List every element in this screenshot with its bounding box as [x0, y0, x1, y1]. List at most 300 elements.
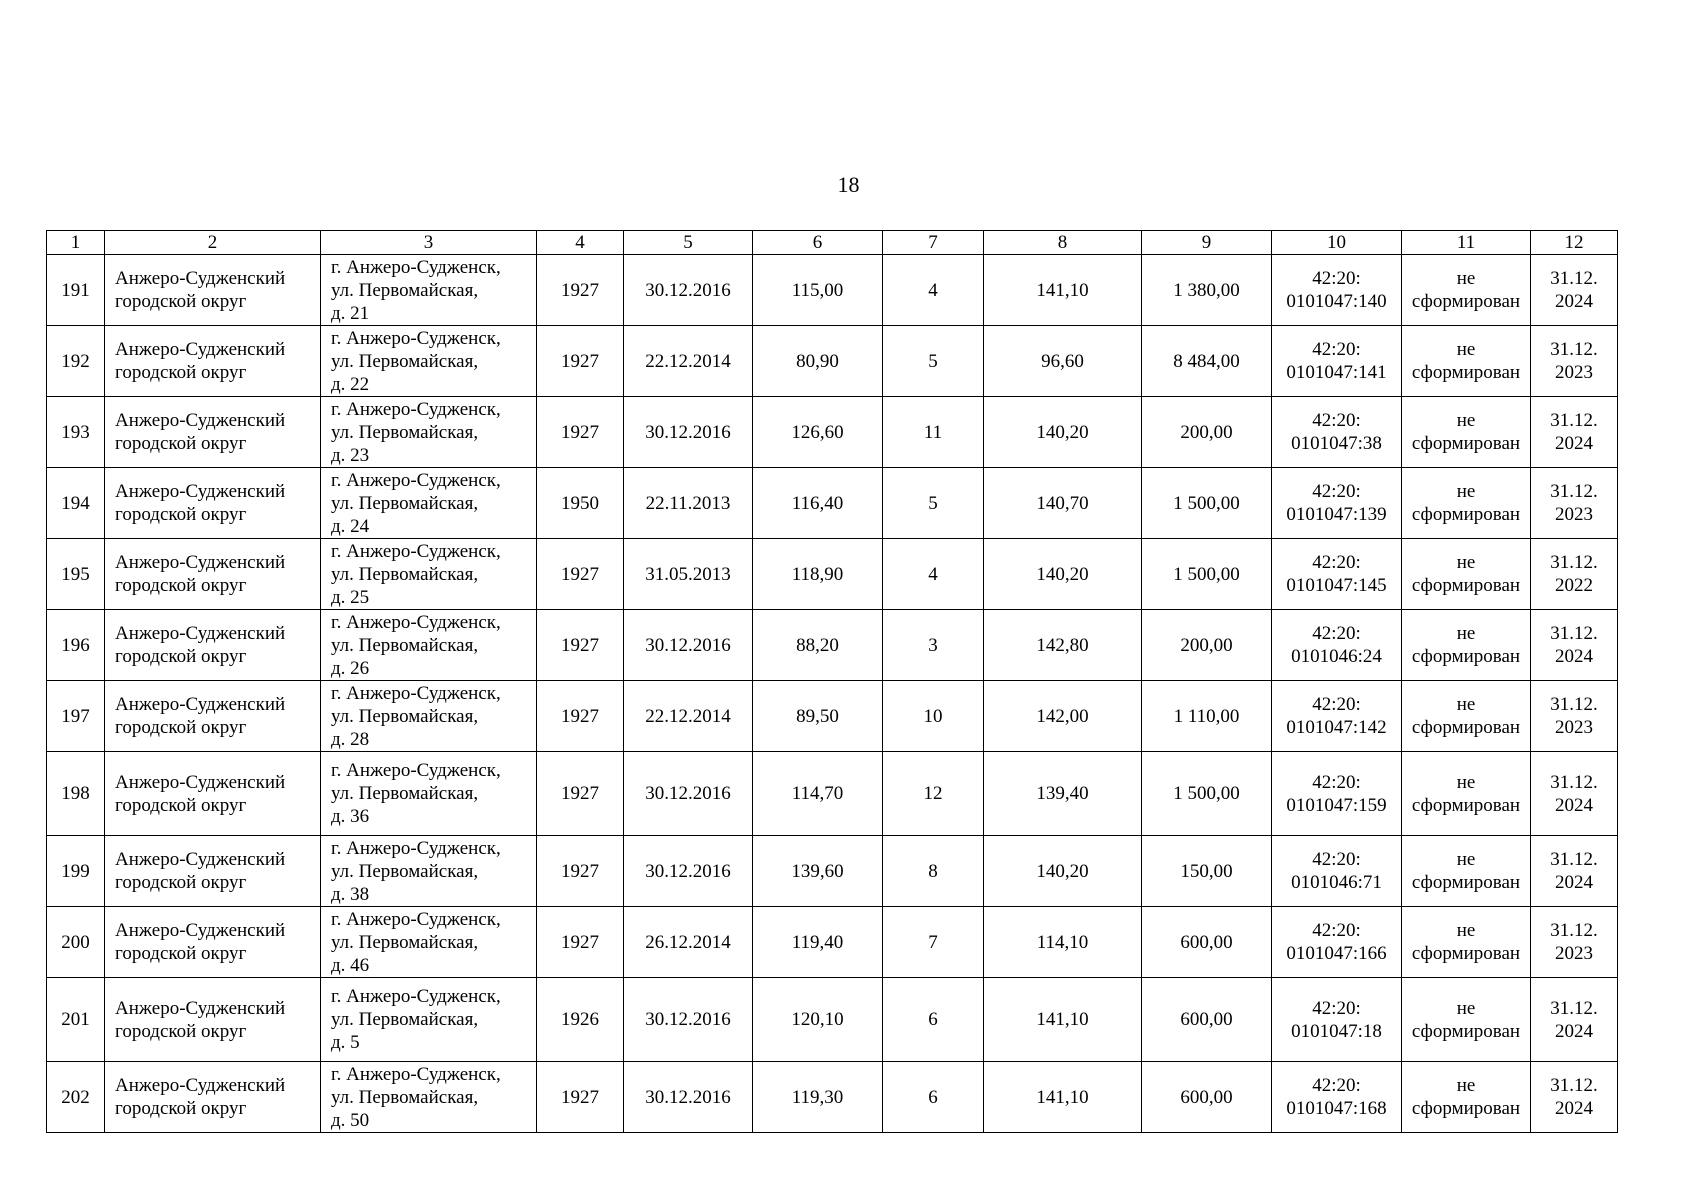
land-status-line: не	[1456, 849, 1476, 870]
column-9-value: 600,00	[1180, 931, 1233, 953]
count-value: 10	[923, 705, 943, 727]
deadline-cell	[1531, 681, 1618, 752]
land-status-cell	[1402, 397, 1531, 468]
column-9-value: 1 500,00	[1173, 563, 1240, 585]
land-status-cell	[1402, 836, 1531, 907]
column-header: 6	[753, 231, 883, 255]
column-9-cell	[1142, 1062, 1272, 1133]
land-status-cell	[1402, 468, 1531, 539]
row-number: 202	[61, 1086, 90, 1108]
column-9-cell	[1142, 610, 1272, 681]
column-8-cell	[984, 539, 1142, 610]
column-8-cell	[984, 836, 1142, 907]
municipality-cell	[105, 1062, 321, 1133]
cadastral-number-cell	[1272, 907, 1402, 978]
column-header: 12	[1531, 231, 1618, 255]
address-line: г. Анжеро-Судженск,	[331, 1063, 501, 1085]
date-value: 22.11.2013	[645, 492, 731, 514]
cadastral-number-line: 42:20:	[1312, 268, 1361, 289]
row-number-cell	[47, 255, 105, 326]
area-cell	[753, 255, 883, 326]
count-cell	[883, 681, 984, 752]
count-value: 8	[928, 860, 938, 882]
land-status-line: не	[1456, 268, 1476, 289]
municipality-line: Анжеро-Судженский	[115, 920, 286, 941]
address-cell	[321, 1062, 537, 1133]
count-value: 5	[928, 350, 938, 372]
land-status-line: сформирован	[1411, 291, 1521, 312]
column-8-value: 141,10	[1036, 1009, 1089, 1030]
land-status-cell	[1402, 610, 1531, 681]
date-cell	[624, 907, 753, 978]
table-row	[47, 978, 1618, 1062]
land-status-line: сформирован	[1411, 1020, 1521, 1042]
row-number-cell	[47, 468, 105, 539]
column-8-value: 142,80	[1036, 634, 1089, 656]
cadastral-number-cell	[1272, 539, 1402, 610]
column-9-value: 150,00	[1180, 860, 1233, 882]
column-9-value: 1 110,00	[1173, 705, 1240, 727]
row-number-cell	[47, 681, 105, 752]
column-8-cell	[984, 978, 1142, 1062]
table-row	[47, 468, 1618, 539]
land-status-line: не	[1456, 623, 1476, 644]
date-cell	[624, 255, 753, 326]
column-8-cell	[984, 326, 1142, 397]
land-status-cell	[1402, 1062, 1531, 1133]
cadastral-number-line: 0101046:71	[1291, 872, 1382, 893]
address-line: г. Анжеро-Судженск,	[331, 256, 501, 278]
cadastral-number-cell	[1272, 1062, 1402, 1133]
municipality-line: Анжеро-Судженский	[115, 1075, 286, 1096]
municipality-cell	[105, 610, 321, 681]
municipality-line: городской округ	[115, 872, 247, 893]
deadline-line: 31.12.	[1550, 552, 1598, 573]
municipality-line: городской округ	[115, 362, 247, 383]
address-line: г. Анжеро-Судженск,	[331, 760, 501, 781]
municipality-line: Анжеро-Судженский	[115, 410, 286, 431]
deadline-line: 2023	[1555, 362, 1593, 383]
column-9-value: 8 484,00	[1173, 350, 1240, 372]
date-value: 26.12.2014	[645, 931, 731, 953]
address-cell	[321, 610, 537, 681]
count-value: 6	[928, 1086, 938, 1108]
column-8-value: 140,20	[1036, 421, 1089, 443]
cadastral-number-line: 42:20:	[1312, 694, 1361, 715]
count-cell	[883, 836, 984, 907]
address-cell	[321, 539, 537, 610]
cadastral-number-line: 0101046:24	[1291, 646, 1382, 667]
deadline-cell	[1531, 539, 1618, 610]
deadline-cell	[1531, 255, 1618, 326]
row-number: 200	[61, 931, 90, 953]
municipality-cell	[105, 468, 321, 539]
land-status-cell	[1402, 326, 1531, 397]
year-value: 1926	[561, 1009, 599, 1030]
column-header: 9	[1142, 231, 1272, 255]
column-number-row	[47, 231, 1618, 255]
address-line: г. Анжеро-Судженск,	[331, 540, 501, 562]
table-row	[47, 907, 1618, 978]
date-value: 30.12.2016	[645, 1086, 731, 1108]
count-cell	[883, 907, 984, 978]
address-line: д. 25	[331, 586, 370, 608]
column-8-cell	[984, 397, 1142, 468]
year-value: 1927	[561, 1086, 599, 1108]
column-8-cell	[984, 1062, 1142, 1133]
deadline-line: 31.12.	[1550, 339, 1598, 360]
address-line: ул. Первомайская,	[331, 421, 479, 443]
column-8-cell	[984, 907, 1142, 978]
date-cell	[624, 539, 753, 610]
address-cell	[321, 752, 537, 836]
area-value: 119,30	[791, 1086, 844, 1108]
municipality-line: Анжеро-Судженский	[115, 849, 286, 870]
column-header: 3	[321, 231, 537, 255]
municipality-cell	[105, 836, 321, 907]
area-cell	[753, 978, 883, 1062]
row-number: 193	[61, 421, 90, 443]
year-cell	[537, 326, 624, 397]
cadastral-number-line: 0101047:166	[1286, 943, 1387, 964]
date-cell	[624, 681, 753, 752]
municipality-cell	[105, 397, 321, 468]
count-cell	[883, 610, 984, 681]
date-value: 30.12.2016	[645, 279, 731, 301]
address-cell	[321, 468, 537, 539]
cadastral-number-line: 0101047:38	[1291, 433, 1382, 454]
column-header: 2	[105, 231, 321, 255]
date-value: 31.05.2013	[645, 563, 731, 585]
address-line: ул. Первомайская,	[331, 279, 479, 301]
address-line: д. 28	[331, 728, 370, 750]
page-number: 18	[837, 172, 860, 197]
count-value: 3	[928, 634, 938, 656]
column-8-value: 140,70	[1036, 492, 1089, 514]
municipality-line: Анжеро-Судженский	[115, 694, 286, 715]
municipality-line: Анжеро-Судженский	[115, 481, 286, 502]
column-header: 8	[984, 231, 1142, 255]
deadline-line: 2023	[1555, 943, 1593, 964]
area-value: 80,90	[796, 350, 839, 372]
cadastral-number-cell	[1272, 397, 1402, 468]
column-header: 10	[1272, 231, 1402, 255]
year-cell	[537, 978, 624, 1062]
year-value: 1927	[561, 421, 599, 443]
cadastral-number-cell	[1272, 836, 1402, 907]
year-value: 1927	[561, 563, 599, 585]
date-value: 30.12.2016	[645, 860, 731, 882]
year-value: 1927	[561, 705, 599, 727]
year-cell	[537, 539, 624, 610]
address-line: д. 26	[331, 657, 370, 679]
deadline-line: 2024	[1555, 433, 1593, 454]
date-value: 30.12.2016	[645, 783, 731, 804]
row-number: 194	[61, 492, 90, 514]
cadastral-number-cell	[1272, 326, 1402, 397]
municipality-cell	[105, 978, 321, 1062]
deadline-line: 31.12.	[1550, 481, 1598, 502]
deadline-cell	[1531, 610, 1618, 681]
deadline-line: 2024	[1555, 1020, 1593, 1042]
year-cell	[537, 468, 624, 539]
address-line: д. 21	[331, 302, 370, 324]
area-cell	[753, 752, 883, 836]
column-9-value: 1 500,00	[1173, 492, 1240, 514]
cadastral-number-line: 0101047:140	[1286, 291, 1387, 312]
address-line: ул. Первомайская,	[331, 563, 479, 585]
column-9-cell	[1142, 978, 1272, 1062]
land-status-line: сформирован	[1411, 794, 1521, 816]
address-line: ул. Первомайская,	[331, 634, 479, 656]
year-cell	[537, 610, 624, 681]
deadline-cell	[1531, 907, 1618, 978]
year-cell	[537, 681, 624, 752]
address-line: д. 50	[331, 1109, 370, 1131]
cadastral-number-line: 42:20:	[1312, 481, 1361, 502]
cadastral-number-line: 42:20:	[1312, 849, 1361, 870]
table-row	[47, 255, 1618, 326]
deadline-cell	[1531, 752, 1618, 836]
deadline-line: 31.12.	[1550, 771, 1598, 793]
row-number: 198	[61, 783, 90, 804]
deadline-line: 31.12.	[1550, 997, 1598, 1019]
municipality-line: городской округ	[115, 943, 247, 964]
deadline-line: 2024	[1555, 646, 1593, 667]
date-value: 30.12.2016	[645, 421, 731, 443]
deadline-line: 31.12.	[1550, 1075, 1598, 1096]
row-number-cell	[47, 326, 105, 397]
deadline-line: 2023	[1555, 717, 1593, 738]
column-9-cell	[1142, 907, 1272, 978]
address-line: ул. Первомайская,	[331, 1086, 479, 1108]
land-status-line: сформирован	[1411, 646, 1521, 667]
land-status-line: сформирован	[1411, 943, 1521, 964]
address-cell	[321, 255, 537, 326]
count-value: 4	[928, 279, 938, 301]
address-line: г. Анжеро-Судженск,	[331, 398, 501, 420]
count-cell	[883, 1062, 984, 1133]
count-cell	[883, 255, 984, 326]
deadline-line: 31.12.	[1550, 623, 1598, 644]
area-cell	[753, 326, 883, 397]
date-value: 30.12.2016	[645, 1009, 731, 1030]
cadastral-number-line: 42:20:	[1312, 339, 1361, 360]
municipality-line: Анжеро-Судженский	[115, 997, 286, 1019]
cadastral-number-cell	[1272, 468, 1402, 539]
cadastral-number-line: 0101047:159	[1286, 794, 1387, 816]
date-cell	[624, 978, 753, 1062]
municipality-line: Анжеро-Судженский	[115, 771, 286, 793]
row-number: 201	[61, 1009, 90, 1030]
land-status-line: сформирован	[1411, 1098, 1521, 1119]
count-value: 12	[923, 783, 943, 804]
count-cell	[883, 752, 984, 836]
year-value: 1927	[561, 279, 599, 301]
area-cell	[753, 681, 883, 752]
date-cell	[624, 397, 753, 468]
cadastral-number-line: 0101047:145	[1286, 575, 1387, 596]
land-status-line: не	[1456, 920, 1476, 941]
count-value: 11	[923, 421, 943, 443]
land-status-line: не	[1456, 771, 1476, 793]
column-header: 7	[883, 231, 984, 255]
count-cell	[883, 539, 984, 610]
deadline-line: 2024	[1555, 291, 1593, 312]
address-line: ул. Первомайская,	[331, 350, 479, 372]
deadline-cell	[1531, 468, 1618, 539]
municipality-line: Анжеро-Судженский	[115, 623, 286, 644]
count-value: 7	[928, 931, 938, 953]
deadline-line: 31.12.	[1550, 410, 1598, 431]
land-status-cell	[1402, 752, 1531, 836]
year-value: 1950	[561, 492, 599, 514]
year-value: 1927	[561, 860, 599, 882]
date-cell	[624, 752, 753, 836]
land-status-line: сформирован	[1411, 362, 1521, 383]
area-value: 89,50	[796, 705, 839, 727]
municipality-line: Анжеро-Судженский	[115, 268, 286, 289]
cadastral-number-cell	[1272, 978, 1402, 1062]
year-cell	[537, 836, 624, 907]
cadastral-number-line: 42:20:	[1312, 920, 1361, 941]
cadastral-number-line: 42:20:	[1312, 1075, 1361, 1096]
deadline-cell	[1531, 836, 1618, 907]
deadline-cell	[1531, 397, 1618, 468]
column-8-value: 142,00	[1036, 705, 1089, 727]
address-line: г. Анжеро-Судженск,	[331, 611, 501, 633]
municipality-line: Анжеро-Судженский	[115, 339, 286, 360]
land-status-cell	[1402, 907, 1531, 978]
land-status-line: не	[1456, 339, 1476, 360]
date-value: 22.12.2014	[645, 705, 731, 727]
land-status-line: сформирован	[1411, 872, 1521, 893]
address-line: ул. Первомайская,	[331, 1009, 479, 1030]
column-8-value: 96,60	[1041, 350, 1084, 372]
cadastral-number-line: 0101047:141	[1286, 362, 1387, 383]
column-8-value: 141,10	[1036, 279, 1089, 301]
date-cell	[624, 836, 753, 907]
year-cell	[537, 1062, 624, 1133]
column-8-cell	[984, 468, 1142, 539]
address-line: ул. Первомайская,	[331, 492, 479, 514]
address-line: г. Анжеро-Судженск,	[331, 986, 501, 1007]
column-8-cell	[984, 752, 1142, 836]
deadline-line: 2024	[1555, 1098, 1593, 1119]
date-cell	[624, 1062, 753, 1133]
year-cell	[537, 907, 624, 978]
cadastral-number-line: 0101047:18	[1291, 1020, 1382, 1042]
area-cell	[753, 397, 883, 468]
land-status-line: сформирован	[1411, 717, 1521, 738]
area-value: 118,90	[791, 563, 844, 585]
table-row	[47, 397, 1618, 468]
table-row	[47, 610, 1618, 681]
municipality-line: городской округ	[115, 794, 247, 816]
column-8-cell	[984, 255, 1142, 326]
area-value: 126,60	[791, 421, 844, 443]
area-value: 114,70	[791, 783, 844, 804]
column-header: 11	[1402, 231, 1531, 255]
land-status-line: не	[1456, 552, 1476, 573]
count-cell	[883, 978, 984, 1062]
cadastral-number-line: 42:20:	[1312, 771, 1361, 793]
column-8-cell	[984, 610, 1142, 681]
column-9-cell	[1142, 836, 1272, 907]
deadline-line: 31.12.	[1550, 920, 1598, 941]
housing-registry-table	[46, 230, 1618, 1133]
area-value: 116,40	[791, 492, 844, 514]
column-8-value: 114,10	[1036, 931, 1089, 953]
deadline-line: 2024	[1555, 794, 1593, 816]
table-row	[47, 1062, 1618, 1133]
table-row	[47, 752, 1618, 836]
year-value: 1927	[561, 350, 599, 372]
cadastral-number-line: 42:20:	[1312, 997, 1361, 1019]
area-cell	[753, 907, 883, 978]
column-9-cell	[1142, 539, 1272, 610]
address-line: д. 23	[331, 444, 370, 466]
address-line: ул. Первомайская,	[331, 705, 479, 727]
column-8-cell	[984, 681, 1142, 752]
column-header: 1	[47, 231, 105, 255]
row-number: 199	[61, 860, 90, 882]
column-9-cell	[1142, 468, 1272, 539]
municipality-cell	[105, 326, 321, 397]
row-number: 195	[61, 563, 90, 585]
cadastral-number-cell	[1272, 610, 1402, 681]
cadastral-number-cell	[1272, 681, 1402, 752]
cadastral-number-line: 42:20:	[1312, 410, 1361, 431]
column-9-value: 1 380,00	[1173, 279, 1240, 301]
table-row	[47, 326, 1618, 397]
row-number: 197	[61, 705, 90, 727]
column-9-cell	[1142, 255, 1272, 326]
year-cell	[537, 752, 624, 836]
municipality-cell	[105, 752, 321, 836]
deadline-line: 31.12.	[1550, 849, 1598, 870]
area-value: 139,60	[791, 860, 844, 882]
column-9-value: 1 500,00	[1173, 783, 1240, 804]
land-status-line: сформирован	[1411, 575, 1521, 596]
area-cell	[753, 610, 883, 681]
address-line: г. Анжеро-Судженск,	[331, 908, 501, 930]
land-status-line: сформирован	[1411, 433, 1521, 454]
area-cell	[753, 1062, 883, 1133]
cadastral-number-line: 42:20:	[1312, 552, 1361, 573]
deadline-cell	[1531, 1062, 1618, 1133]
count-value: 6	[928, 1009, 938, 1030]
row-number-cell	[47, 907, 105, 978]
municipality-cell	[105, 539, 321, 610]
municipality-line: городской округ	[115, 433, 247, 454]
address-cell	[321, 326, 537, 397]
municipality-line: городской округ	[115, 717, 247, 738]
column-header: 5	[624, 231, 753, 255]
address-line: д. 36	[331, 806, 370, 827]
land-status-cell	[1402, 681, 1531, 752]
address-line: ул. Первомайская,	[331, 860, 479, 882]
column-9-value: 600,00	[1180, 1086, 1233, 1108]
cadastral-number-line: 42:20:	[1312, 623, 1361, 644]
municipality-line: городской округ	[115, 1020, 247, 1042]
column-8-value: 140,20	[1036, 563, 1089, 585]
date-value: 30.12.2016	[645, 634, 731, 656]
address-line: д. 5	[331, 1032, 360, 1053]
date-cell	[624, 610, 753, 681]
land-status-line: сформирован	[1411, 504, 1521, 525]
address-line: г. Анжеро-Судженск,	[331, 327, 501, 349]
